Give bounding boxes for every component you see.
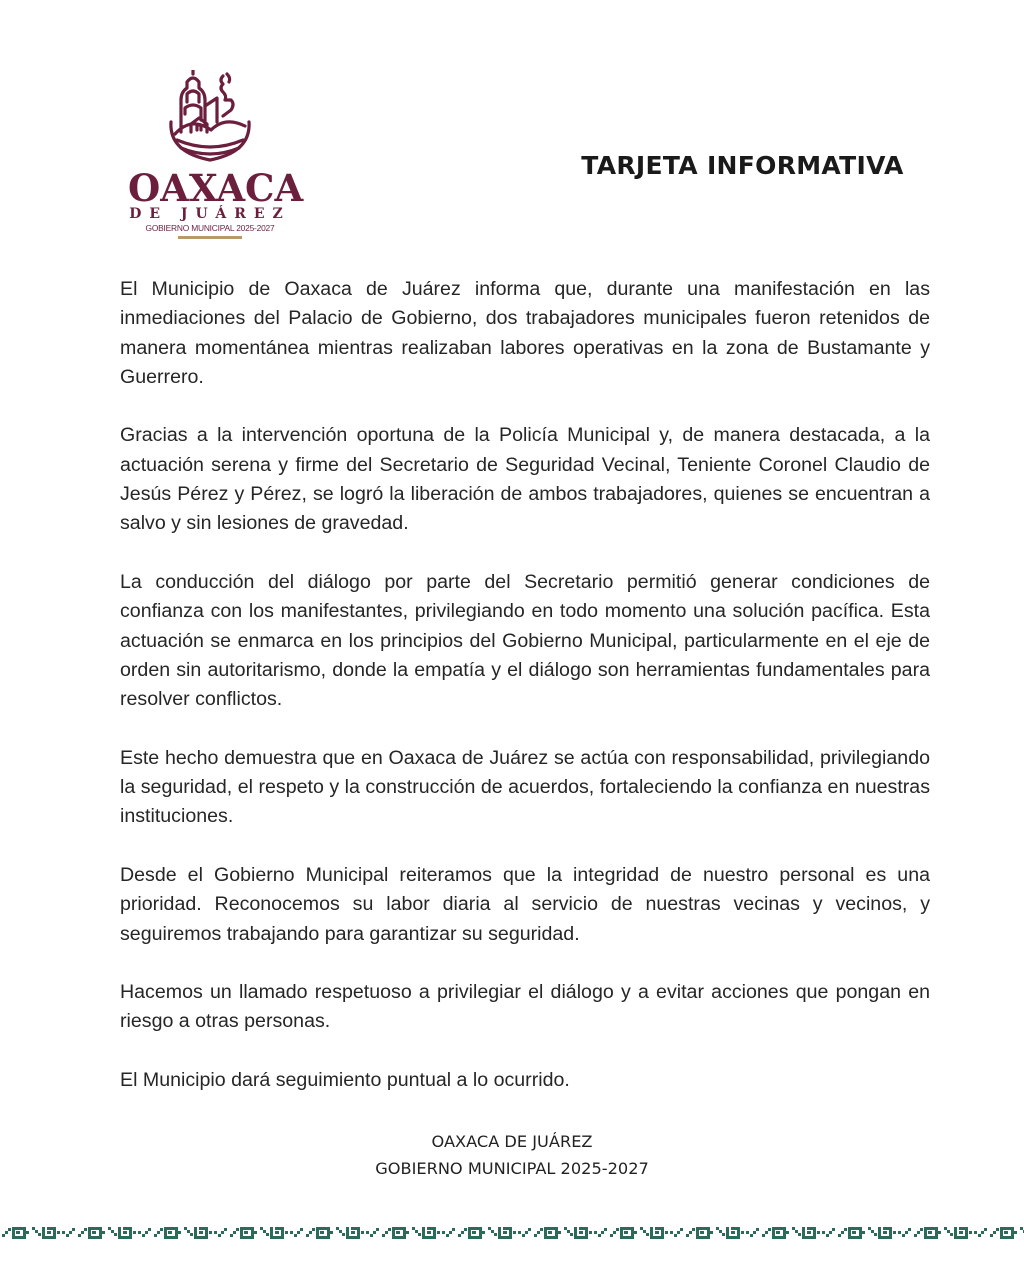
- logo-government: GOBIERNO MUNICIPAL 2025-2027: [145, 223, 275, 233]
- logo-subname: DE JUÁREZ: [129, 206, 291, 222]
- paragraph: El Municipio de Oaxaca de Juárez informa que, durante una manifestación en las inmediaciones del Palacio de Gobierno, dos trabajadores municipales fueron retenidos de manera momentánea mientras realizaban labores operativas en la zona de Bustamante y Guerrero.: [120, 278, 930, 388]
- signature-line-1: OAXACA DE JUÁREZ: [431, 1132, 593, 1151]
- logo-name: OAXACA: [128, 166, 304, 210]
- paragraph: Este hecho demuestra que en Oaxaca de Juárez se actúa con responsabilidad, privilegiando la seguridad, el respeto y la construcción de acuerdos, fortaleciendo la confianza en nuestras instituciones.: [120, 746, 930, 828]
- page-title: TARJETA INFORMATIVA: [581, 151, 904, 180]
- municipal-emblem-icon: [165, 70, 255, 165]
- paragraph: Desde el Gobierno Municipal reiteramos que la integridad de nuestro personal es una prioridad. Reconocemos su labor diaria al servicio de nuestras vecinas y vecinos, y seguiremos trabajando para garantizar su seguridad.: [120, 863, 930, 945]
- greca-fret-border-icon: [0, 1222, 1024, 1242]
- paragraph: El Municipio dará seguimiento puntual a lo ocurrido.: [120, 1069, 570, 1092]
- logo-divider: [178, 236, 242, 239]
- signature-line-2: GOBIERNO MUNICIPAL 2025-2027: [375, 1159, 649, 1178]
- signature-block: [312, 1128, 712, 1182]
- municipal-logo: [120, 70, 304, 245]
- paragraph: Hacemos un llamado respetuoso a privilegiar el diálogo y a evitar acciones que pongan en riesgo a otras personas.: [120, 981, 930, 1033]
- paragraph: Gracias a la intervención oportuna de la Policía Municipal y, de manera destacada, a la actuación serena y firme del Secretario de Seguridad Vecinal, Teniente Coronel Claudio de Jesús Pérez y Pérez, se logró la liberación de ambos trabajadores, quienes se encuentran a salvo y sin lesiones de gravedad.: [120, 424, 930, 535]
- document-body: [120, 275, 930, 1125]
- paragraph: La conducción del diálogo por parte del Secretario permitió generar condiciones de confianza con los manifestantes, privilegiando en todo momento una solución pacífica. Esta actuación se enmarca en los principios del Gobierno Municipal, particularmente en el eje de orden sin autoritarismo, donde la empatía y el diálogo son herramientas fundamentales para resolver conflictos.: [120, 570, 930, 711]
